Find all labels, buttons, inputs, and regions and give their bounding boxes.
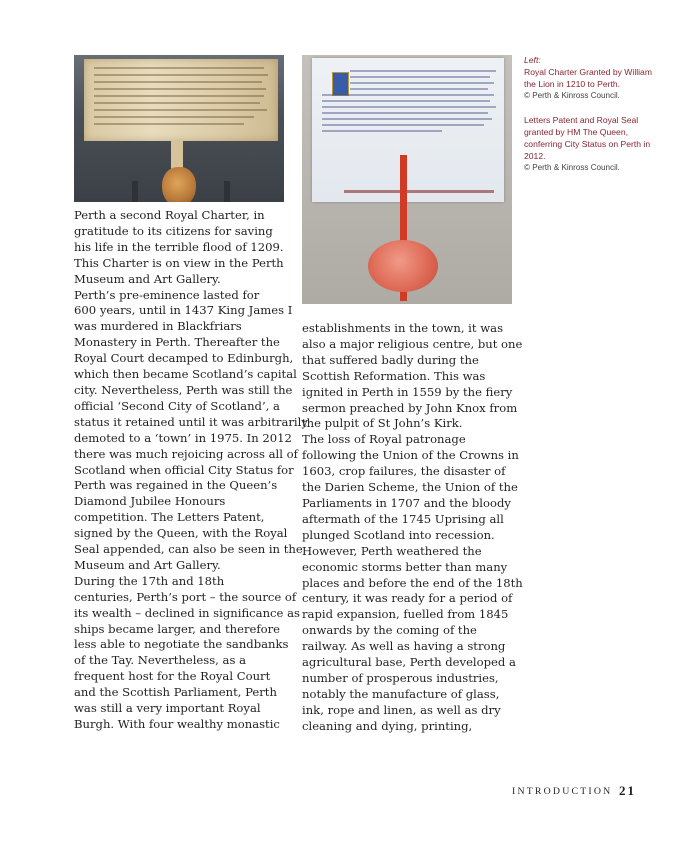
text-line: ignited in Perth in 1559 by the fiery — [302, 384, 513, 399]
text-line: sermon preached by John Knox from — [302, 400, 518, 415]
display-frame-left — [132, 181, 138, 202]
illuminated-initial — [332, 72, 349, 96]
text-line: frequent host for the Royal Court — [74, 669, 271, 684]
text-line: signed by the Queen, with the Royal — [74, 526, 288, 541]
text-line: city. Nevertheless, Perth was still the — [74, 382, 293, 397]
text-line: notably the manufacture of glass, — [302, 686, 500, 701]
text-line: Perth’s pre-eminence lasted for — [74, 287, 260, 302]
text-line: Scotland when official City Status for — [74, 462, 294, 477]
text-line: competition. The Letters Patent, — [74, 510, 265, 525]
text-line: places and before the end of the 18th — [302, 575, 523, 590]
text-line: Perth was regained in the Queen’s — [74, 478, 278, 493]
text-line: During the 17th and 18th — [74, 573, 225, 588]
display-frame-right — [224, 181, 230, 202]
caption-charter-credit: © Perth & Kinross Council. — [524, 91, 620, 100]
text-line: there was much rejoicing across all of — [74, 446, 298, 461]
text-line: Scottish Reformation. This was — [302, 368, 486, 383]
text-line: railway. As well as having a strong — [302, 639, 506, 654]
text-line: official ‘Second City of Scotland’, a — [74, 398, 280, 413]
photo-caption — [524, 54, 664, 174]
royal-charter-photo — [74, 55, 284, 202]
text-line: less able to negotiate the sandbanks — [74, 637, 289, 652]
letters-patent-photo — [302, 55, 512, 304]
caption-letters-patent: Letters Patent and Royal Seal granted by HM The Queen, conferring City Status on Perth in 2012. — [524, 115, 651, 161]
text-line: its wealth – declined in significance as — [74, 605, 300, 620]
text-line: Monastery in Perth. Thereafter the — [74, 335, 280, 350]
text-line: agricultural base, Perth developed a — [302, 655, 516, 670]
text-line: economic storms better than many — [302, 559, 508, 574]
text-line: centuries, Perth’s port – the source of — [74, 589, 297, 604]
text-line: demoted to a ‘town’ in 1975. In 2012 — [74, 430, 292, 445]
text-line: ink, rope and linen, as well as dry — [302, 702, 501, 717]
text-line: status it retained until it was arbitrarily — [74, 414, 308, 429]
text-line: Perth a second Royal Charter, in — [74, 208, 265, 222]
charter-parchment — [84, 59, 278, 141]
caption-letters-credit: © Perth & Kinross Council. — [524, 163, 620, 172]
text-line: Parliaments in 1707 and the bloody — [302, 495, 511, 510]
text-line: 600 years, until in 1437 King James I — [74, 303, 293, 318]
text-line: of the Tay. Nevertheless, as a — [74, 653, 246, 668]
body-column-right — [302, 321, 523, 735]
text-line: number of prosperous industries, — [302, 670, 499, 685]
text-line: his life in the terrible flood of 1209. — [74, 239, 284, 254]
royal-seal — [368, 240, 438, 292]
signature-line — [344, 190, 494, 193]
letters-patent-document — [312, 58, 504, 202]
page-number: 21 — [619, 783, 636, 798]
text-line: This Charter is on view in the Perth — [74, 255, 284, 270]
text-line: rapid expansion, fuelled from 1845 — [302, 607, 509, 622]
text-line: the Darien Scheme, the Union of the — [302, 480, 518, 495]
text-line: which then became Scotland’s capital — [74, 367, 297, 382]
body-column-left — [74, 208, 308, 733]
text-line: Museum and Art Gallery. — [74, 271, 221, 286]
text-line: also a major religious centre, but one — [302, 336, 523, 351]
text-line: The loss of Royal patronage — [302, 432, 466, 447]
text-line: establishments in the town, it was — [302, 321, 504, 335]
text-line: Museum and Art Gallery. — [74, 557, 221, 572]
text-line: plunged Scotland into recession. — [302, 527, 495, 542]
text-line: following the Union of the Crowns in — [302, 448, 519, 463]
caption-charter: Royal Charter Granted by William the Lion in 1210 to Perth. — [524, 67, 652, 89]
running-head: INTRODUCTION — [512, 786, 613, 797]
text-line: Burgh. With four wealthy monastic — [74, 717, 280, 731]
text-line: Diamond Jubilee Honours — [74, 494, 226, 509]
caption-label: Left: — [524, 55, 541, 65]
text-line: Seal appended, can also be seen in the — [74, 542, 303, 557]
text-line: aftermath of the 1745 Uprising all — [302, 511, 504, 526]
text-line: ships became larger, and therefore — [74, 621, 281, 636]
wax-seal — [162, 167, 196, 202]
text-line: gratitude to its citizens for saving — [74, 223, 273, 238]
text-line: was murdered in Blackfriars — [74, 319, 242, 334]
text-line: However, Perth weathered the — [302, 543, 482, 558]
text-line: cleaning and dying, printing, — [302, 718, 473, 733]
text-line: and the Scottish Parliament, Perth — [74, 685, 277, 700]
text-line: century, it was ready for a period of — [302, 591, 513, 606]
text-line: that suffered badly during the — [302, 352, 479, 367]
text-line: was still a very important Royal — [74, 701, 261, 716]
text-line: Royal Court decamped to Edinburgh, — [74, 351, 294, 366]
text-line: onwards by the coming of the — [302, 623, 477, 638]
text-line: 1603, crop failures, the disaster of — [302, 464, 506, 479]
text-line: the pulpit of St John’s Kirk. — [302, 416, 463, 431]
